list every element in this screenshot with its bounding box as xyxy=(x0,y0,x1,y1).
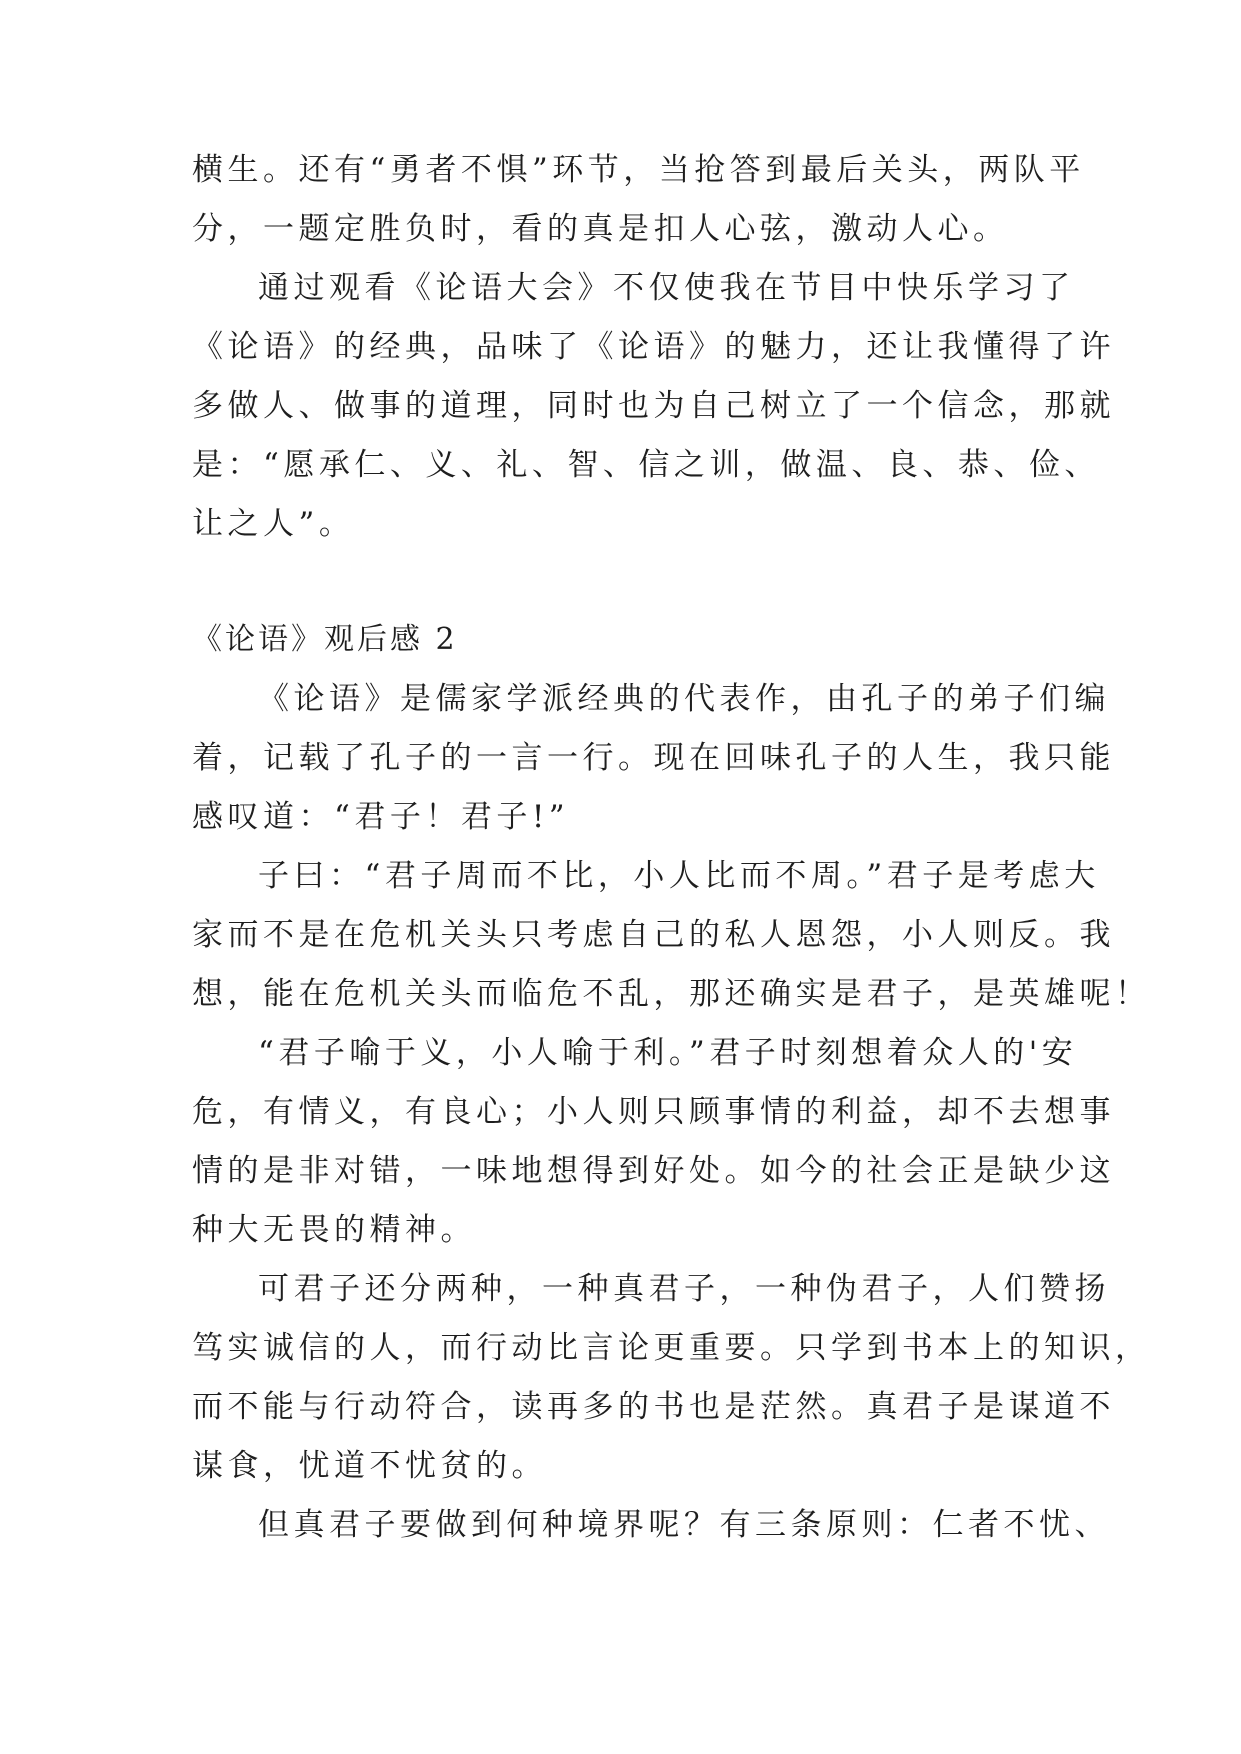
paragraph-line: 谋食，忧道不忧贫的。 xyxy=(192,1448,547,1484)
paragraph-line: 但真君子要做到何种境界呢？有三条原则：仁者不忧、 xyxy=(258,1507,1110,1543)
paragraph-line: 情的是非对错，一味地想得到好处。如今的社会正是缺少这 xyxy=(192,1153,1115,1189)
paragraph-line: “君子喻于义，小人喻于利。”君子时刻想着众人的'安 xyxy=(258,1035,1078,1071)
paragraph-line: 着，记载了孔子的一言一行。现在回味孔子的人生，我只能 xyxy=(192,740,1115,776)
paragraph-line: 笃实诚信的人，而行动比言论更重要。只学到书本上的知识， xyxy=(192,1330,1151,1366)
paragraph-line: 而不能与行动符合，读再多的书也是茫然。真君子是谋道不 xyxy=(192,1389,1115,1425)
paragraph-line: 是：“愿承仁、义、礼、智、信之训，做温、良、恭、俭、 xyxy=(192,447,1100,483)
paragraph-line: 《论语》是儒家学派经典的代表作，由孔子的弟子们编 xyxy=(258,681,1110,717)
paragraph-line: 可君子还分两种，一种真君子，一种伪君子，人们赞扬 xyxy=(258,1271,1110,1307)
paragraph-line: 子曰：“君子周而不比，小人比而不周。”君子是考虑大 xyxy=(258,858,1100,894)
paragraph-line: 种大无畏的精神。 xyxy=(192,1212,476,1248)
paragraph-line: 危，有情义，有良心；小人则只顾事情的利益，却不去想事 xyxy=(192,1094,1115,1130)
paragraph-line: 家而不是在危机关头只考虑自己的私人恩怨，小人则反。我 xyxy=(192,917,1115,953)
paragraph-line: 让之人”。 xyxy=(192,506,355,542)
section-heading: 《论语》观后感 2 xyxy=(192,622,458,657)
paragraph-line: 多做人、做事的道理，同时也为自己树立了一个信念，那就 xyxy=(192,388,1115,424)
paragraph-line: 通过观看《论语大会》不仅使我在节目中快乐学习了 xyxy=(258,270,1075,306)
paragraph-line: 分，一题定胜负时，看的真是扣人心弦，激动人心。 xyxy=(192,211,1009,247)
paragraph-line: 《论语》的经典，品味了《论语》的魅力，还让我懂得了许 xyxy=(192,329,1115,365)
paragraph-line: 感叹道：“君子！君子!” xyxy=(192,799,570,835)
paragraph-line: 横生。还有“勇者不惧”环节，当抢答到最后关头，两队平 xyxy=(192,152,1085,188)
paragraph-line: 想，能在危机关头而临危不乱，那还确实是君子，是英雄呢！ xyxy=(192,976,1151,1012)
